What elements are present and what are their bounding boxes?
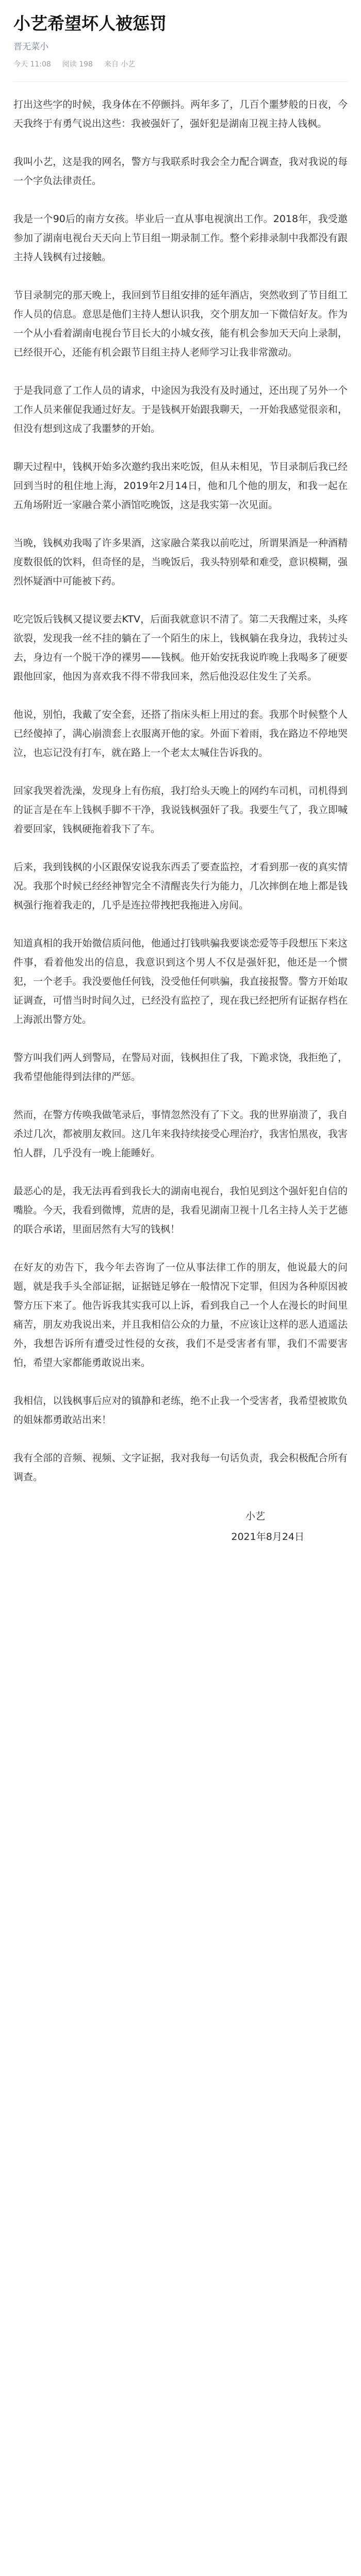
article-body <box>13 95 348 1487</box>
paragraph: 聊天过程中，钱枫开始多次邀约我出来吃饭，但从未相见，节目录制后我已经回到当时的租住地上海，2019年2月14日，他和几个他的朋友，和我一起在五角场附近一家融合菜小酒馆吃晚饭，这是我实第一次见面。 <box>13 461 348 511</box>
paragraph: 吃完饭后钱枫又提议要去KTV，后面我就意识不清了。第二天我醒过来，头疼欲裂，发现我一丝不挂的躺在了一个陌生的床上，钱枫躺在我身边，我转过头去，身边有一个脱干净的裸男——钱枫。他开始安抚我说昨晚上我喝多了硬要跟他回家，他因为喜欢我不得不带我回来，然后他没忍住发生了关系。 <box>13 614 348 682</box>
publish-date: 今天 11:08 <box>13 60 51 69</box>
paragraph: 警方叫我们两人到警局，在警局对面，钱枫担住了我，下跪求饶，我拒绝了，我希望他能得到法律的严惩。 <box>13 1052 348 1082</box>
article-meta <box>13 58 348 70</box>
paragraph: 回家我哭着洗澡，发现身上有伤痕，我打给头天晚上的网约车司机，司机得到的证言是在车上钱枫手脚不干净，我说钱枫强奸了我。我要生气了，我立即喊着要回家，钱枫硬拖着我下了车。 <box>13 785 348 835</box>
paragraph: 最恶心的是，我无法再看到我长大的湖南电视台，我怕见到这个强奸犯自信的嘴脸。今天，我看到微博，荒唐的是，我看见湖南卫视十几名主持人关于艺德的联合承诺，里面居然有大写的钱枫！ <box>13 1185 348 1235</box>
source-label: 来自 小艺 <box>104 60 136 69</box>
paragraph: 节目录制完的那天晚上，我回到节目组安排的延年酒店，突然收到了节目组工作人员的信息。意思是他们主持人想认识我，交个朋友加一下微信好友。作为一个从小看着湖南电视台节目长大的小城女孩，能有机会参加天天向上录制，已经很开心，还能有机会跟节目组主持人老师学习让我非常激动。 <box>13 290 348 358</box>
paragraph: 我相信，以钱枫事后应对的镇静和老练，绝不止我一个受害者，我希望被欺负的姐妹都勇敢站出来！ <box>13 1395 348 1426</box>
paragraph: 我是一个90后的南方女孩。毕业后一直从事电视演出工作。2018年，我受邀参加了湖南电视台天天向上节目组一期录制工作。整个彩排录制中我都没有跟主持人钱枫有过接触。 <box>13 213 348 263</box>
paragraph: 然而，在警方传唤我做笔录后，事情忽然没有了下文。我的世界崩溃了，我自杀过几次，都被朋友救回。这几年来我持续接受心理治疗，我害怕黑夜，我害怕人群，几乎没有一晚上能睡好。 <box>13 1109 348 1159</box>
article-title: 小艺希望坏人被惩罚 <box>13 13 167 33</box>
paragraph: 后来，我到钱枫的小区跟保安说我东西丢了要查监控，才看到那一夜的真实情况。我那个时候已经经神智完全不清醒丧失行为能力，几次摔倒在地上都是钱枫强行拖着我走的，几乎是连拉带拽把我拖进入房间。 <box>13 861 348 911</box>
paragraph: 于是我同意了工作人员的请求，中途因为我没有及时通过，还出现了另外一个工作人员来催促我通过好友。于是钱枫开始跟我聊天，一开始我感觉很亲和，但没有想到这成了我噩梦的开始。 <box>13 385 348 434</box>
signature-date: 2021年8月24日 <box>231 1531 304 1543</box>
paragraph: 我有全部的音频、视频、文字证据，我对我每一句话负责，我会积极配合所有调查。 <box>13 1452 348 1483</box>
paragraph: 我叫小艺，这是我的网名，警方与我联系时我会全力配合调查，我对我说的每一个字负法律责任。 <box>13 156 348 187</box>
read-count: 阅读 198 <box>62 60 93 69</box>
author-name[interactable]: 晋无菜小 <box>13 42 48 52</box>
author-row <box>13 39 348 55</box>
header-divider <box>13 81 348 82</box>
signature-name: 小艺 <box>245 1511 265 1522</box>
paragraph: 知道真相的我开始微信质问他，他通过打钱哄骗我要谈恋爱等手段想压下来这件事，看着他发出的信息，我意识到这个男人不仅是强奸犯，他还是一个惯犯，一个老手。我没要他任何钱，没受他任何哄骗，我直接报警。警方开始取证调查，可惜当时时间久过，已经没有监控了，现在我已经把所有证据存档在上海派出警方处。 <box>13 938 348 1025</box>
paragraph: 在好友的劝告下，我今年去咨询了一位从事法律工作的朋友，他说最大的问题，就是我手头全部证据，证据链足够在一般情况下定罪，但因为各种原因被警方压下来了。他告诉我其实我可以上诉，看到我自己一个人在漫长的时间里痛苦，朋友劝我说出来，并且我相信公众的力量，不应该让这样的恶人逍遥法外，我想告诉所有遭受过性侵的女孩，我们不是受害者有罪，我们不需要害怕，希望大家都能勇敢说出来。 <box>13 1262 348 1368</box>
paragraph: 当晚，钱枫劝我喝了许多果酒，这家融合菜我以前吃过，所谓果酒是一种酒精度数很低的饮料，但奇怪的是，当晚饭后，我头特别晕和难受，意识模糊，强烈怀疑酒中可能被下药。 <box>13 537 348 587</box>
paragraph: 他说，别怕，我戴了安全套，还搭了指床头柜上用过的套。我那个时候整个人已经傻掉了，满心崩溃套上衣服离开他的家。外面下着雨，我在路边不停地哭泣，也忘记没有打车，就在路上一个老太太喊住告诉我的。 <box>13 709 348 758</box>
paragraph: 打出这些字的时候，我身体在不停颤抖。两年多了，几百个噩梦般的日夜，今天我终于有勇气说出这些：我被强奸了，强奸犯是湖南卫视主持人钱枫。 <box>13 99 348 129</box>
